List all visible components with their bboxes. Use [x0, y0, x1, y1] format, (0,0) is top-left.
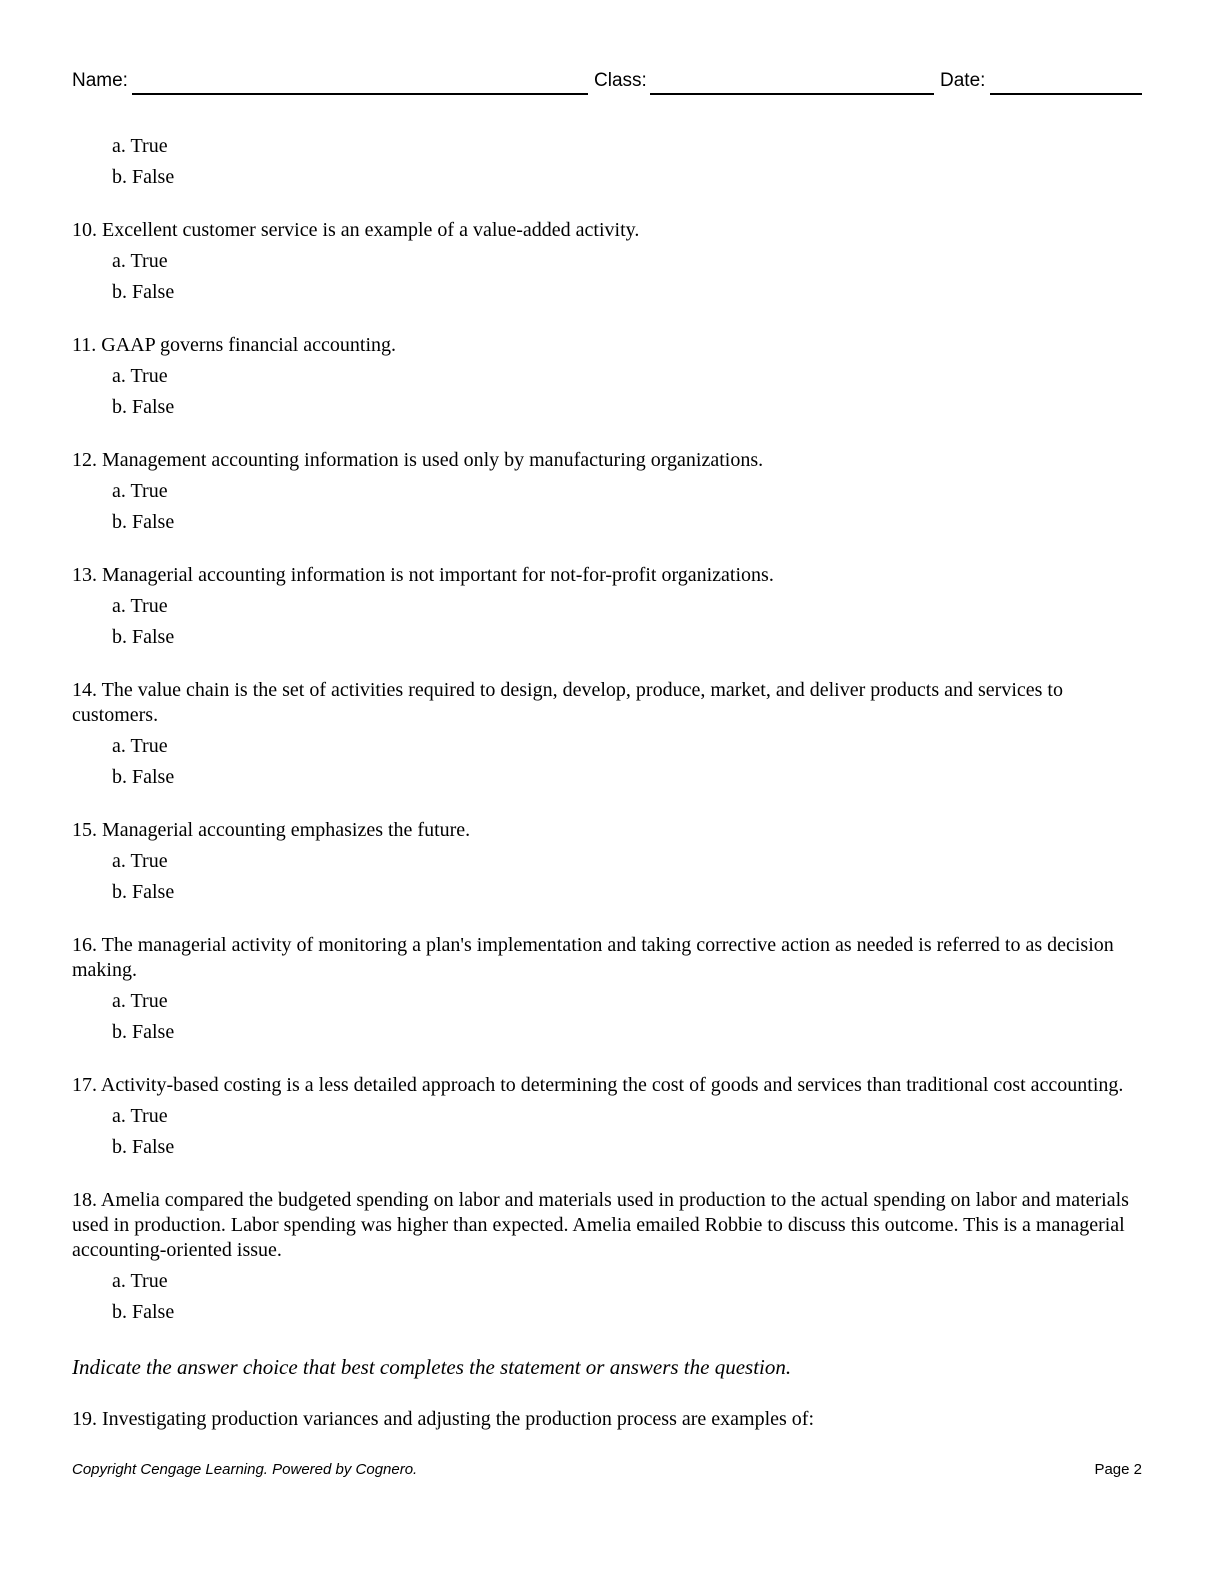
option-false[interactable]: b. False [112, 881, 175, 903]
option-true[interactable]: a. True [112, 735, 168, 757]
name-field-line[interactable] [132, 93, 588, 95]
option-false[interactable]: b. False [112, 1301, 175, 1323]
question-10 [72, 218, 1152, 305]
option-true[interactable]: a. True [112, 1105, 168, 1127]
copyright-notice: Copyright Cengage Learning. Powered by Cognero. [72, 1461, 418, 1478]
option-true[interactable]: a. True [112, 990, 168, 1012]
question-text: 17. Activity-based costing is a less detailed approach to determining the cost of goods and services than traditional cost accounting. [72, 1074, 1124, 1096]
option-false[interactable]: b. False [112, 766, 175, 788]
option-true[interactable]: a. True [112, 250, 168, 272]
question-text: 16. The managerial activity of monitoring a plan's implementation and taking corrective action as needed is referred to as decision making. [72, 934, 1114, 981]
option-true[interactable]: a. True [112, 850, 168, 872]
question-text: 18. Amelia compared the budgeted spending on labor and materials used in production to the actual spending on labor and materials used in production. Labor spending was higher than expected. Amelia emailed Robbie to discuss this outcome. This is a managerial accounting-oriented issue. [72, 1189, 1129, 1261]
option-true[interactable]: a. True [112, 480, 168, 502]
option-true[interactable]: a. True [112, 135, 168, 157]
question-text: 19. Investigating production variances and adjusting the production process are examples of: [72, 1408, 815, 1430]
date-field-line[interactable] [990, 93, 1142, 95]
question-text: 12. Management accounting information is used only by manufacturing organizations. [72, 449, 764, 471]
date-label: Date: [940, 70, 986, 91]
option-false[interactable]: b. False [112, 166, 175, 188]
question-text: 10. Excellent customer service is an example of a value-added activity. [72, 219, 640, 241]
page-number: Page 2 [1094, 1461, 1142, 1478]
question-15 [72, 818, 1152, 905]
question-11 [72, 333, 1152, 420]
question-text: 11. GAAP governs financial accounting. [72, 334, 396, 356]
question-list [72, 134, 1152, 1432]
option-false[interactable]: b. False [112, 511, 175, 533]
class-label: Class: [594, 70, 647, 91]
section-instructions: Indicate the answer choice that best completes the statement or answers the question. [72, 1355, 792, 1379]
question-18 [72, 1188, 1152, 1325]
name-label: Name: [72, 70, 128, 91]
page-footer [72, 1461, 1142, 1481]
question-text: 15. Managerial accounting emphasizes the future. [72, 819, 471, 841]
option-false[interactable]: b. False [112, 626, 175, 648]
question-14 [72, 678, 1152, 790]
page-header [72, 70, 1142, 96]
question-16 [72, 933, 1152, 1045]
option-true[interactable]: a. True [112, 595, 168, 617]
question-19 [72, 1407, 1152, 1432]
option-true[interactable]: a. True [112, 365, 168, 387]
question-text: 13. Managerial accounting information is not important for not-for-profit organizations. [72, 564, 774, 586]
question-text: 14. The value chain is the set of activities required to design, develop, produce, market, and deliver products and services to customers. [72, 679, 1063, 726]
option-false[interactable]: b. False [112, 1021, 175, 1043]
option-false[interactable]: b. False [112, 1136, 175, 1158]
question-13 [72, 563, 1152, 650]
option-true[interactable]: a. True [112, 1270, 168, 1292]
option-false[interactable]: b. False [112, 396, 175, 418]
class-field-line[interactable] [650, 93, 934, 95]
question-17 [72, 1073, 1152, 1160]
option-false[interactable]: b. False [112, 281, 175, 303]
question-12 [72, 448, 1152, 535]
carryover-question [72, 134, 1152, 190]
